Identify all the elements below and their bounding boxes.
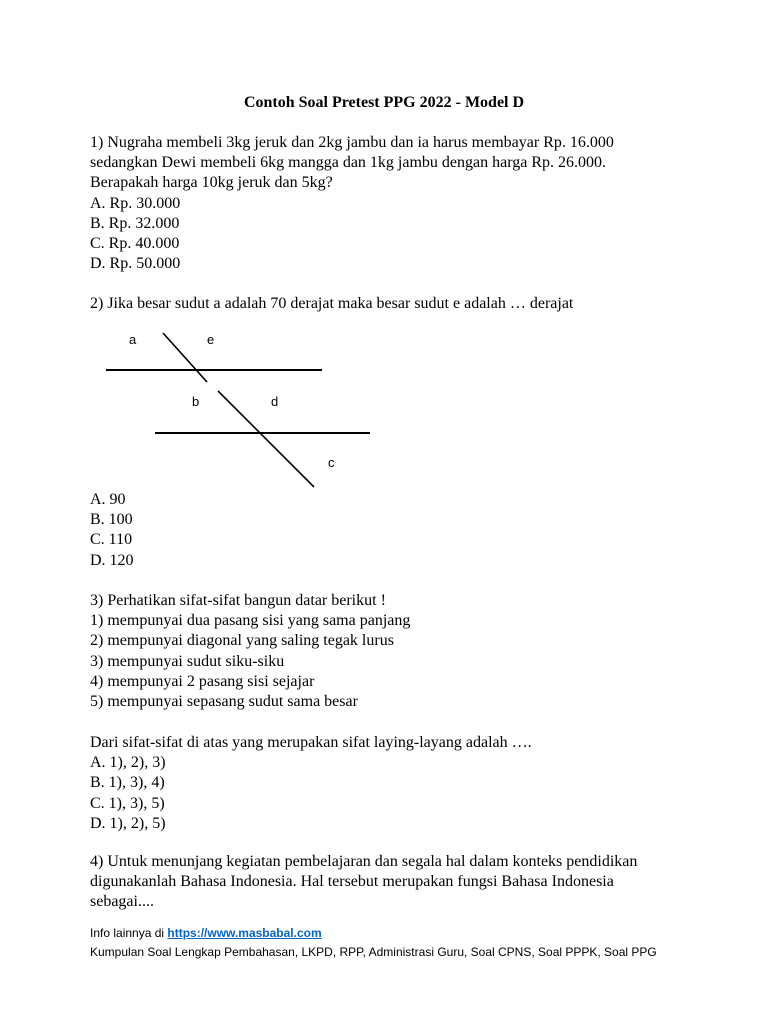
question-1-line: 1) Nugraha membeli 3kg jeruk dan 2kg jambu dan ia harus membayar Rp. 16.000 xyxy=(90,134,614,151)
angle-label-b: b xyxy=(192,394,200,409)
footer-tagline: Kumpulan Soal Lengkap Pembahasan, LKPD, RPP, Administrasi Guru, Soal CPNS, Soal PPPK, Soal PPG xyxy=(90,945,657,959)
question-3-question: Dari sifat-sifat di atas yang merupakan sifat laying-layang adalah …. xyxy=(90,734,532,751)
question-2-options xyxy=(90,490,690,571)
answer-option: B. 100 xyxy=(90,511,133,529)
answer-option: A. Rp. 30.000 xyxy=(90,194,181,212)
footer-info-prefix: Info lainnya di xyxy=(90,926,168,940)
answer-option: B. 1), 3), 4) xyxy=(90,774,165,792)
answer-option: C. 110 xyxy=(90,531,133,549)
property-item: 4) mempunyai 2 pasang sisi sejajar xyxy=(90,672,315,690)
answer-option: C. 1), 3), 5) xyxy=(90,794,165,812)
question-4-line: 4) Untuk menunjang kegiatan pembelajaran dan segala hal dalam konteks pendidikan xyxy=(90,853,638,870)
footer-info xyxy=(90,926,322,940)
angle-label-c: c xyxy=(328,455,335,470)
question-2-text: 2) Jika besar sudut a adalah 70 derajat maka besar sudut e adalah … derajat xyxy=(90,295,574,312)
question-4 xyxy=(90,852,690,913)
question-3-ask xyxy=(90,733,690,834)
question-4-line: sebagai.... xyxy=(90,893,154,911)
question-3 xyxy=(90,591,690,712)
answer-option: D. 1), 2), 5) xyxy=(90,814,166,832)
question-1-line: sedangkan Dewi membeli 6kg mangga dan 1kg jambu dengan harga Rp. 26.000. xyxy=(90,154,607,172)
answer-option: A. 90 xyxy=(90,491,126,508)
angle-label-d: d xyxy=(271,394,279,409)
question-4-line: digunakanlah Bahasa Indonesia. Hal tersebut merupakan fungsi Bahasa Indonesia xyxy=(90,873,614,891)
answer-option: C. Rp. 40.000 xyxy=(90,234,180,252)
property-item: 2) mempunyai diagonal yang saling tegak lurus xyxy=(90,632,394,650)
property-item: 1) mempunyai dua pasang sisi yang sama panjang xyxy=(90,612,411,630)
answer-option: D. Rp. 50.000 xyxy=(90,255,181,273)
property-item: 5) mempunyai sepasang sudut sama besar xyxy=(90,692,358,710)
website-link[interactable]: https://www.masbabal.com xyxy=(167,926,322,940)
answer-option: B. Rp. 32.000 xyxy=(90,214,180,232)
document-title: Contoh Soal Pretest PPG 2022 - Model D xyxy=(243,94,525,111)
question-1-line: Berapakah harga 10kg jeruk dan 5kg? xyxy=(90,174,333,192)
answer-option: D. 120 xyxy=(90,551,134,569)
transversal-lower-segment xyxy=(218,391,314,487)
angle-label-a: a xyxy=(129,332,137,347)
answer-option: A. 1), 2), 3) xyxy=(90,754,166,772)
question-3-intro: 3) Perhatikan sifat-sifat bangun datar berikut ! xyxy=(90,592,386,609)
angle-label-e: e xyxy=(207,332,215,347)
property-item: 3) mempunyai sudut siku-siku xyxy=(90,652,285,670)
transversal-upper-segment xyxy=(163,333,207,382)
